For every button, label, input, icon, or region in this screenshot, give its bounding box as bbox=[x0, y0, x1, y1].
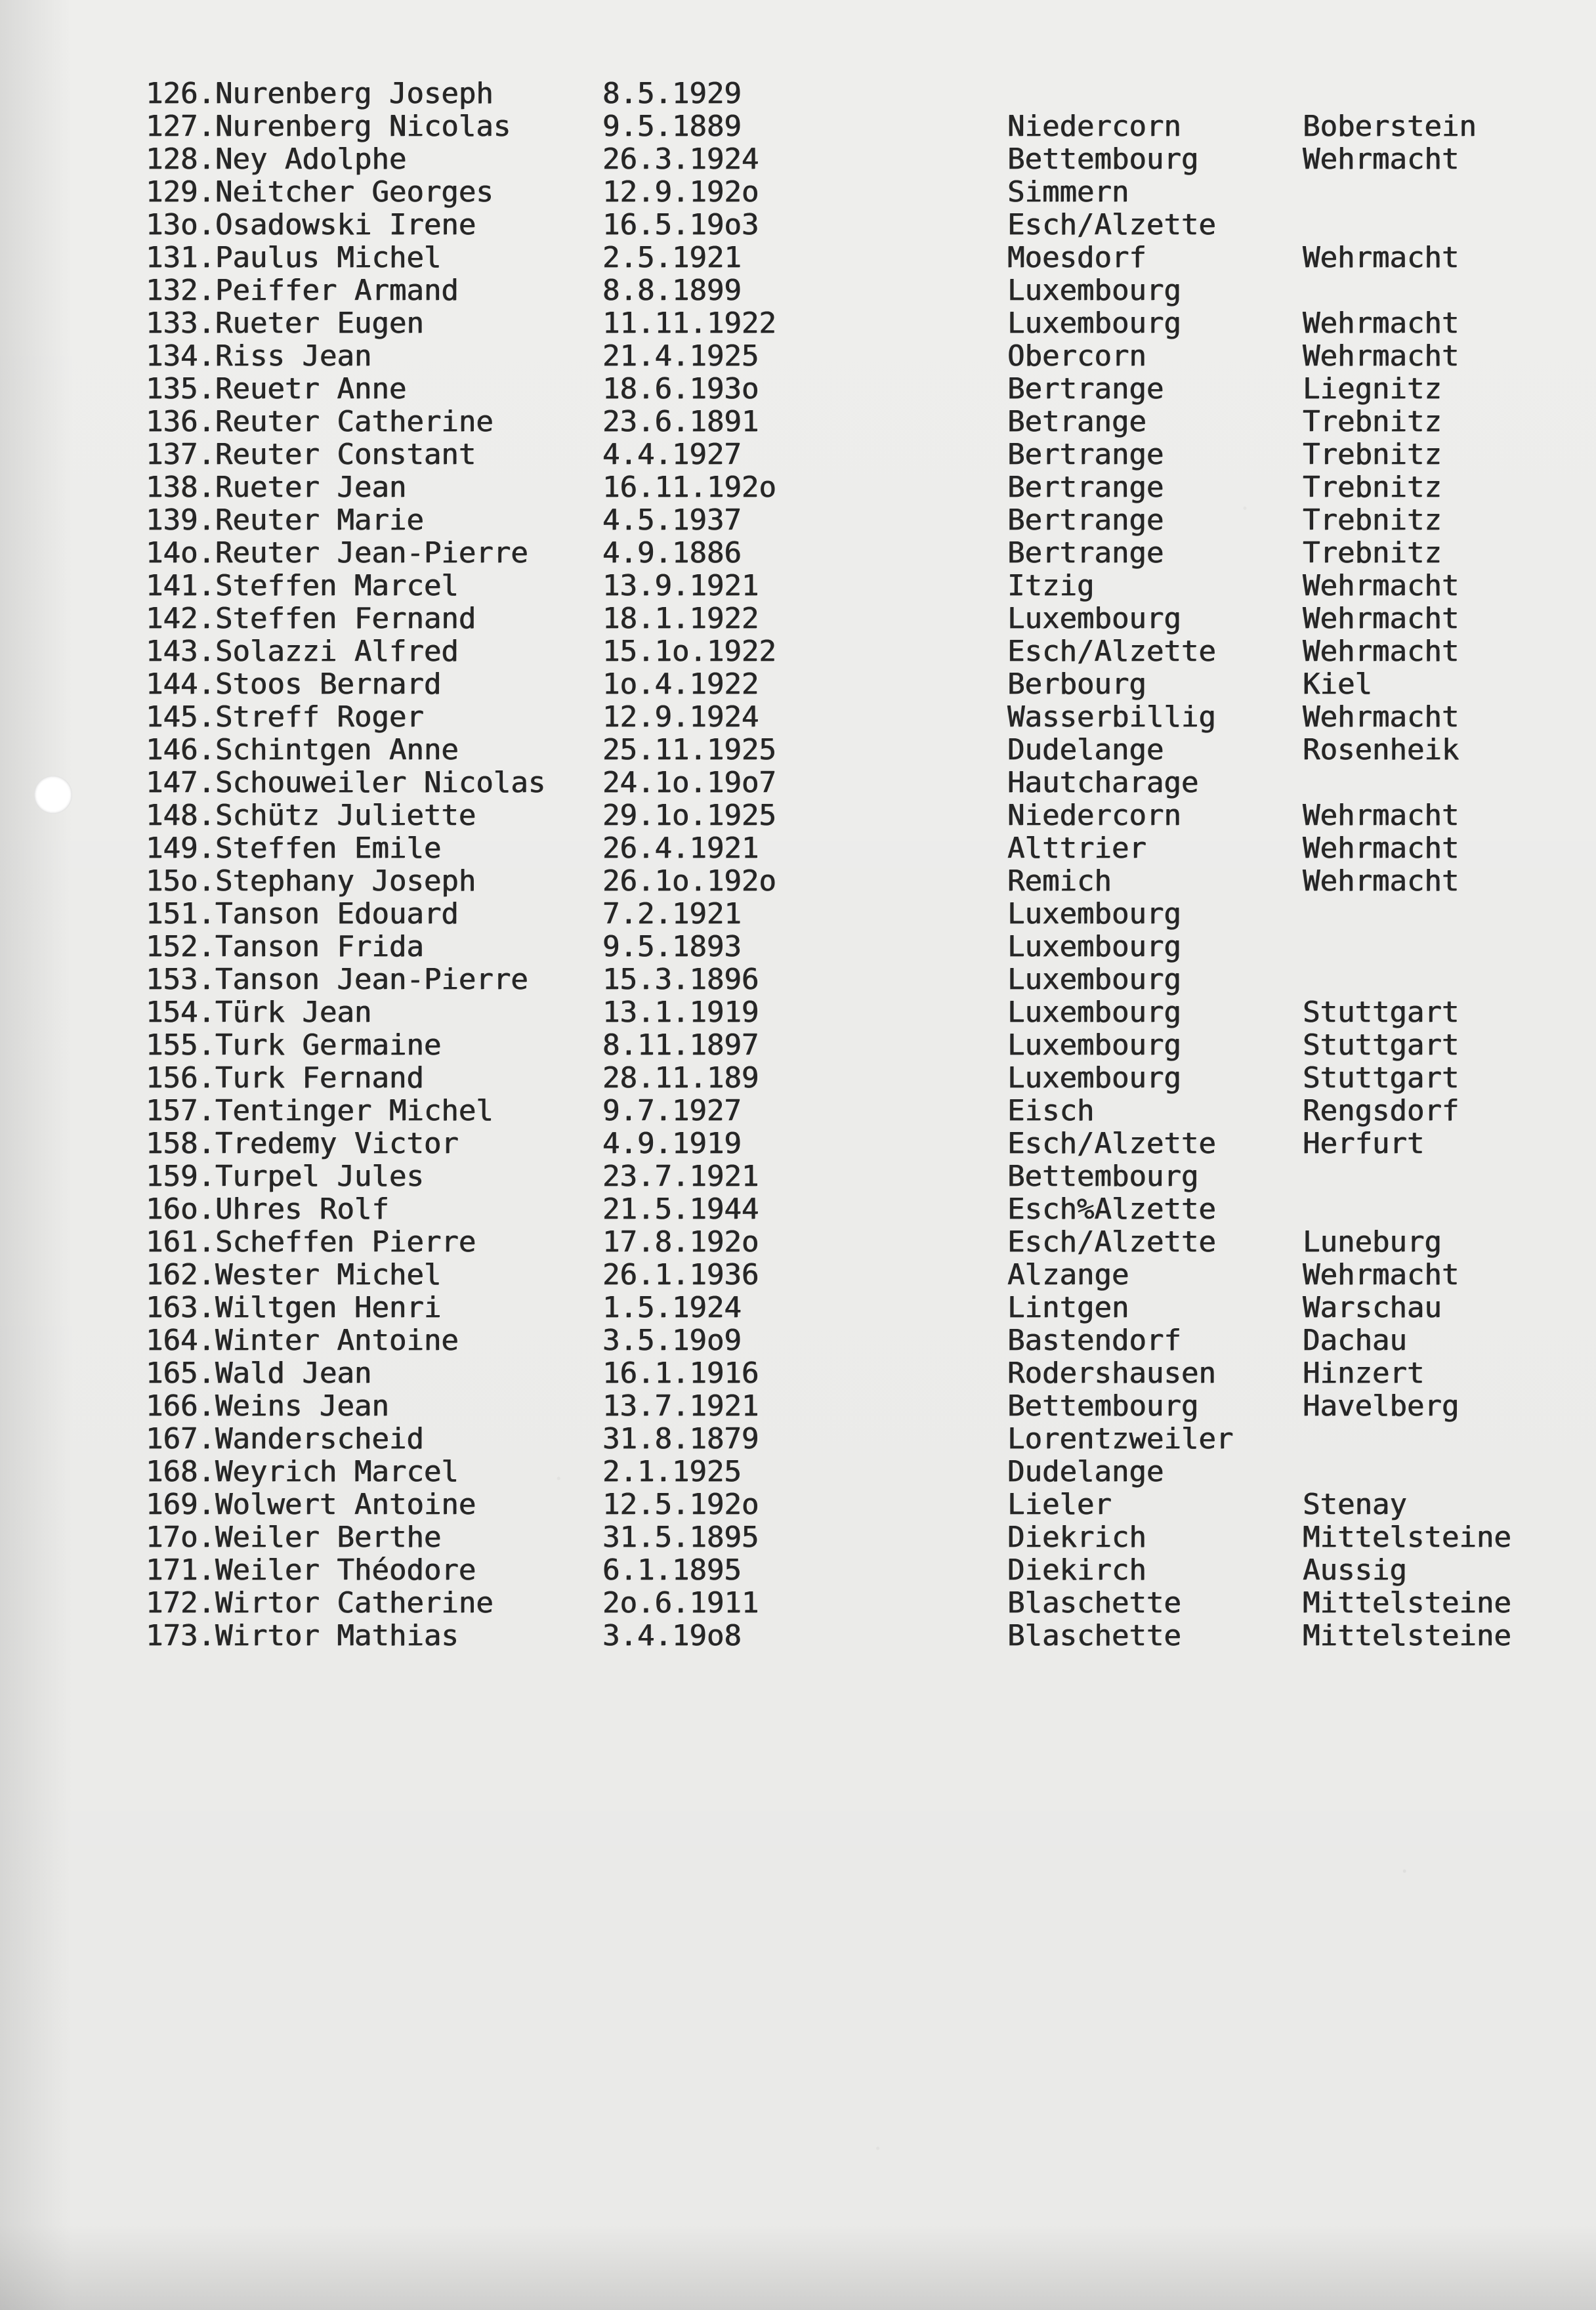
record-name: 154.Türk Jean bbox=[146, 996, 372, 1029]
record-name: 15o.Stephany Joseph bbox=[146, 864, 476, 898]
record-birth-date: 2o.6.1911 bbox=[602, 1586, 759, 1620]
record-name: 172.Wirtor Catherine bbox=[146, 1586, 494, 1620]
record-name: 158.Tredemy Victor bbox=[146, 1127, 459, 1160]
record-row bbox=[0, 537, 1596, 570]
record-place: Luxembourg bbox=[1007, 1061, 1181, 1095]
record-name: 134.Riss Jean bbox=[146, 339, 372, 373]
record-birth-date: 16.5.19o3 bbox=[602, 208, 759, 242]
record-row bbox=[0, 701, 1596, 734]
record-birth-date: 9.5.1889 bbox=[602, 110, 742, 143]
record-birth-date: 3.5.19o9 bbox=[602, 1324, 742, 1357]
record-destination: Mittelsteine bbox=[1303, 1586, 1511, 1620]
record-birth-date: 9.7.1927 bbox=[602, 1094, 742, 1127]
record-name: 168.Weyrich Marcel bbox=[146, 1455, 459, 1488]
record-birth-date: 18.1.1922 bbox=[602, 602, 759, 635]
record-birth-date: 13.1.1919 bbox=[602, 996, 759, 1029]
record-place: Alzange bbox=[1007, 1258, 1129, 1292]
record-name: 159.Turpel Jules bbox=[146, 1160, 424, 1193]
record-destination: Wehrmacht bbox=[1303, 831, 1460, 865]
record-birth-date: 2.1.1925 bbox=[602, 1455, 742, 1488]
record-row bbox=[0, 1521, 1596, 1554]
record-place: Niedercorn bbox=[1007, 799, 1181, 832]
record-row bbox=[0, 898, 1596, 931]
record-place: Moesdorf bbox=[1007, 241, 1146, 274]
record-birth-date: 8.11.1897 bbox=[602, 1028, 759, 1062]
record-destination: Luneburg bbox=[1303, 1225, 1442, 1259]
record-name: 161.Scheffen Pierre bbox=[146, 1225, 476, 1259]
record-birth-date: 15.3.1896 bbox=[602, 963, 759, 996]
record-place: Berbourg bbox=[1007, 667, 1146, 701]
record-place: Betrange bbox=[1007, 405, 1146, 438]
record-place: Blaschette bbox=[1007, 1586, 1181, 1620]
record-place: Remich bbox=[1007, 864, 1112, 898]
record-name: 132.Peiffer Armand bbox=[146, 274, 459, 307]
record-place: Simmern bbox=[1007, 175, 1129, 209]
record-row bbox=[0, 1029, 1596, 1062]
record-place: Bettembourg bbox=[1007, 1160, 1199, 1193]
record-name: 136.Reuter Catherine bbox=[146, 405, 494, 438]
record-name: 171.Weiler Théodore bbox=[146, 1553, 476, 1587]
record-destination: Wehrmacht bbox=[1303, 569, 1460, 602]
record-destination: Rosenheik bbox=[1303, 733, 1460, 766]
record-place: Bertrange bbox=[1007, 503, 1164, 537]
record-destination: Stuttgart bbox=[1303, 996, 1460, 1029]
record-row bbox=[0, 1259, 1596, 1292]
record-birth-date: 18.6.193o bbox=[602, 372, 759, 406]
record-row bbox=[0, 1456, 1596, 1488]
record-birth-date: 4.5.1937 bbox=[602, 503, 742, 537]
record-birth-date: 1.5.1924 bbox=[602, 1291, 742, 1324]
record-place: Esch/Alzette bbox=[1007, 1225, 1216, 1259]
record-birth-date: 25.11.1925 bbox=[602, 733, 776, 766]
record-birth-date: 7.2.1921 bbox=[602, 897, 742, 931]
record-birth-date: 4.9.1886 bbox=[602, 536, 742, 570]
record-birth-date: 4.9.1919 bbox=[602, 1127, 742, 1160]
record-destination: Kiel bbox=[1303, 667, 1372, 701]
record-destination: Liegnitz bbox=[1303, 372, 1442, 406]
record-name: 151.Tanson Edouard bbox=[146, 897, 459, 931]
record-row bbox=[0, 504, 1596, 537]
record-destination: Wehrmacht bbox=[1303, 142, 1460, 176]
record-place: Bertrange bbox=[1007, 372, 1164, 406]
record-place: Luxembourg bbox=[1007, 1028, 1181, 1062]
record-birth-date: 28.11.189 bbox=[602, 1061, 759, 1095]
record-birth-date: 12.5.192o bbox=[602, 1488, 759, 1521]
record-name: 141.Steffen Marcel bbox=[146, 569, 459, 602]
record-name: 131.Paulus Michel bbox=[146, 241, 442, 274]
record-place: Dudelange bbox=[1007, 1455, 1164, 1488]
record-destination: Dachau bbox=[1303, 1324, 1407, 1357]
record-row bbox=[0, 340, 1596, 373]
record-name: 153.Tanson Jean-Pierre bbox=[146, 963, 528, 996]
record-name: 143.Solazzi Alfred bbox=[146, 635, 459, 668]
record-row bbox=[0, 1620, 1596, 1652]
record-row bbox=[0, 274, 1596, 307]
record-place: Lorentzweiler bbox=[1007, 1422, 1234, 1456]
record-place: Esch/Alzette bbox=[1007, 208, 1216, 242]
record-birth-date: 1o.4.1922 bbox=[602, 667, 759, 701]
record-name: 162.Wester Michel bbox=[146, 1258, 442, 1292]
record-place: Luxembourg bbox=[1007, 996, 1181, 1029]
record-name: 129.Neitcher Georges bbox=[146, 175, 494, 209]
records-list bbox=[0, 77, 1596, 1652]
record-row bbox=[0, 406, 1596, 438]
record-destination: Wehrmacht bbox=[1303, 864, 1460, 898]
record-row bbox=[0, 1423, 1596, 1456]
record-name: 133.Rueter Eugen bbox=[146, 306, 424, 340]
record-place: Bettembourg bbox=[1007, 1389, 1199, 1423]
record-row bbox=[0, 1554, 1596, 1587]
record-destination: Trebnitz bbox=[1303, 438, 1442, 471]
record-birth-date: 29.1o.1925 bbox=[602, 799, 776, 832]
record-name: 135.Reuetr Anne bbox=[146, 372, 407, 406]
record-row bbox=[0, 865, 1596, 898]
record-birth-date: 12.9.192o bbox=[602, 175, 759, 209]
record-row bbox=[0, 635, 1596, 668]
record-row bbox=[0, 1292, 1596, 1324]
record-birth-date: 9.5.1893 bbox=[602, 930, 742, 963]
record-destination: Trebnitz bbox=[1303, 405, 1442, 438]
record-birth-date: 8.8.1899 bbox=[602, 274, 742, 307]
record-destination: Wehrmacht bbox=[1303, 799, 1460, 832]
record-place: Luxembourg bbox=[1007, 602, 1181, 635]
record-name: 14o.Reuter Jean-Pierre bbox=[146, 536, 528, 570]
record-birth-date: 3.4.19o8 bbox=[602, 1619, 742, 1652]
record-row bbox=[0, 1587, 1596, 1620]
record-place: Bertrange bbox=[1007, 471, 1164, 504]
record-birth-date: 31.8.1879 bbox=[602, 1422, 759, 1456]
record-birth-date: 12.9.1924 bbox=[602, 700, 759, 734]
record-place: Esch%Alzette bbox=[1007, 1192, 1216, 1226]
record-birth-date: 15.1o.1922 bbox=[602, 635, 776, 668]
record-place: Bastendorf bbox=[1007, 1324, 1181, 1357]
record-destination: Trebnitz bbox=[1303, 503, 1442, 537]
record-name: 167.Wanderscheid bbox=[146, 1422, 424, 1456]
record-place: Esch/Alzette bbox=[1007, 635, 1216, 668]
record-place: Rodershausen bbox=[1007, 1356, 1216, 1390]
record-birth-date: 17.8.192o bbox=[602, 1225, 759, 1259]
record-destination: Rengsdorf bbox=[1303, 1094, 1460, 1127]
record-row bbox=[0, 996, 1596, 1029]
record-birth-date: 21.5.1944 bbox=[602, 1192, 759, 1226]
record-destination: Wehrmacht bbox=[1303, 306, 1460, 340]
record-birth-date: 6.1.1895 bbox=[602, 1553, 742, 1587]
record-birth-date: 26.4.1921 bbox=[602, 831, 759, 865]
record-destination: Mittelsteine bbox=[1303, 1521, 1511, 1554]
record-row bbox=[0, 832, 1596, 865]
record-name: 127.Nurenberg Nicolas bbox=[146, 110, 511, 143]
record-name: 156.Turk Fernand bbox=[146, 1061, 424, 1095]
record-place: Wasserbillig bbox=[1007, 700, 1216, 734]
record-name: 138.Rueter Jean bbox=[146, 471, 407, 504]
record-row bbox=[0, 1193, 1596, 1226]
record-place: Luxembourg bbox=[1007, 930, 1181, 963]
record-destination: Stuttgart bbox=[1303, 1028, 1460, 1062]
record-birth-date: 23.6.1891 bbox=[602, 405, 759, 438]
record-place: Lieler bbox=[1007, 1488, 1112, 1521]
record-row bbox=[0, 1488, 1596, 1521]
record-row bbox=[0, 471, 1596, 504]
record-row bbox=[0, 307, 1596, 340]
record-name: 145.Streff Roger bbox=[146, 700, 424, 734]
record-name: 16o.Uhres Rolf bbox=[146, 1192, 389, 1226]
record-destination: Wehrmacht bbox=[1303, 339, 1460, 373]
record-place: Hautcharage bbox=[1007, 766, 1199, 799]
record-place: Itzig bbox=[1007, 569, 1095, 602]
record-name: 163.Wiltgen Henri bbox=[146, 1291, 442, 1324]
record-row bbox=[0, 799, 1596, 832]
record-destination: Warschau bbox=[1303, 1291, 1442, 1324]
record-name: 128.Ney Adolphe bbox=[146, 142, 407, 176]
record-row bbox=[0, 963, 1596, 996]
record-name: 152.Tanson Frida bbox=[146, 930, 424, 963]
record-destination: Trebnitz bbox=[1303, 536, 1442, 570]
record-birth-date: 23.7.1921 bbox=[602, 1160, 759, 1193]
record-name: 173.Wirtor Mathias bbox=[146, 1619, 459, 1652]
record-place: Alttrier bbox=[1007, 831, 1146, 865]
record-name: 165.Wald Jean bbox=[146, 1356, 372, 1390]
record-row bbox=[0, 668, 1596, 701]
record-birth-date: 11.11.1922 bbox=[602, 306, 776, 340]
record-name: 13o.Osadowski Irene bbox=[146, 208, 476, 242]
record-row bbox=[0, 77, 1596, 110]
record-name: 144.Stoos Bernard bbox=[146, 667, 442, 701]
record-row bbox=[0, 602, 1596, 635]
record-destination: Mittelsteine bbox=[1303, 1619, 1511, 1652]
record-birth-date: 16.11.192o bbox=[602, 471, 776, 504]
record-birth-date: 4.4.1927 bbox=[602, 438, 742, 471]
record-destination: Wehrmacht bbox=[1303, 1258, 1460, 1292]
record-birth-date: 24.1o.19o7 bbox=[602, 766, 776, 799]
record-row bbox=[0, 1127, 1596, 1160]
record-place: Eisch bbox=[1007, 1094, 1095, 1127]
record-name: 147.Schouweiler Nicolas bbox=[146, 766, 546, 799]
record-destination: Stenay bbox=[1303, 1488, 1407, 1521]
record-place: Lintgen bbox=[1007, 1291, 1129, 1324]
record-place: Bertrange bbox=[1007, 438, 1164, 471]
record-name: 139.Reuter Marie bbox=[146, 503, 424, 537]
record-name: 148.Schütz Juliette bbox=[146, 799, 476, 832]
record-place: Luxembourg bbox=[1007, 306, 1181, 340]
record-birth-date: 13.7.1921 bbox=[602, 1389, 759, 1423]
record-name: 142.Steffen Fernand bbox=[146, 602, 476, 635]
record-destination: Wehrmacht bbox=[1303, 635, 1460, 668]
record-row bbox=[0, 570, 1596, 602]
record-name: 149.Steffen Emile bbox=[146, 831, 442, 865]
record-destination: Havelberg bbox=[1303, 1389, 1460, 1423]
record-place: Luxembourg bbox=[1007, 274, 1181, 307]
record-row bbox=[0, 1390, 1596, 1423]
record-name: 17o.Weiler Berthe bbox=[146, 1521, 442, 1554]
record-name: 155.Turk Germaine bbox=[146, 1028, 442, 1062]
record-name: 164.Winter Antoine bbox=[146, 1324, 459, 1357]
record-row bbox=[0, 1226, 1596, 1259]
record-place: Diekirch bbox=[1007, 1553, 1146, 1587]
record-destination: Trebnitz bbox=[1303, 471, 1442, 504]
record-row bbox=[0, 1324, 1596, 1357]
record-name: 146.Schintgen Anne bbox=[146, 733, 459, 766]
record-place: Blaschette bbox=[1007, 1619, 1181, 1652]
record-row bbox=[0, 1357, 1596, 1390]
record-place: Diekrich bbox=[1007, 1521, 1146, 1554]
record-birth-date: 16.1.1916 bbox=[602, 1356, 759, 1390]
record-place: Obercorn bbox=[1007, 339, 1146, 373]
record-place: Niedercorn bbox=[1007, 110, 1181, 143]
record-row bbox=[0, 931, 1596, 963]
record-destination: Wehrmacht bbox=[1303, 241, 1460, 274]
record-birth-date: 26.1o.192o bbox=[602, 864, 776, 898]
record-place: Bertrange bbox=[1007, 536, 1164, 570]
record-place: Esch/Alzette bbox=[1007, 1127, 1216, 1160]
record-row bbox=[0, 209, 1596, 242]
record-name: 166.Weins Jean bbox=[146, 1389, 389, 1423]
record-birth-date: 8.5.1929 bbox=[602, 77, 742, 110]
record-name: 157.Tentinger Michel bbox=[146, 1094, 494, 1127]
record-destination: Herfurt bbox=[1303, 1127, 1425, 1160]
record-name: 126.Nurenberg Joseph bbox=[146, 77, 494, 110]
record-birth-date: 21.4.1925 bbox=[602, 339, 759, 373]
record-destination: Wehrmacht bbox=[1303, 602, 1460, 635]
record-birth-date: 26.3.1924 bbox=[602, 142, 759, 176]
record-destination: Boberstein bbox=[1303, 110, 1477, 143]
record-row bbox=[0, 143, 1596, 176]
record-place: Dudelange bbox=[1007, 733, 1164, 766]
record-row bbox=[0, 373, 1596, 406]
record-destination: Wehrmacht bbox=[1303, 700, 1460, 734]
record-birth-date: 13.9.1921 bbox=[602, 569, 759, 602]
record-destination: Hinzert bbox=[1303, 1356, 1425, 1390]
record-row bbox=[0, 1095, 1596, 1127]
record-place: Luxembourg bbox=[1007, 897, 1181, 931]
record-birth-date: 2.5.1921 bbox=[602, 241, 742, 274]
record-row bbox=[0, 176, 1596, 209]
record-place: Bettembourg bbox=[1007, 142, 1199, 176]
record-row bbox=[0, 242, 1596, 274]
record-destination: Stuttgart bbox=[1303, 1061, 1460, 1095]
record-place: Luxembourg bbox=[1007, 963, 1181, 996]
record-row bbox=[0, 1160, 1596, 1193]
record-row bbox=[0, 1062, 1596, 1095]
record-row bbox=[0, 110, 1596, 143]
record-name: 137.Reuter Constant bbox=[146, 438, 476, 471]
record-destination: Aussig bbox=[1303, 1553, 1407, 1587]
record-birth-date: 31.5.1895 bbox=[602, 1521, 759, 1554]
record-birth-date: 26.1.1936 bbox=[602, 1258, 759, 1292]
record-row bbox=[0, 766, 1596, 799]
record-row bbox=[0, 438, 1596, 471]
record-name: 169.Wolwert Antoine bbox=[146, 1488, 476, 1521]
record-row bbox=[0, 734, 1596, 766]
